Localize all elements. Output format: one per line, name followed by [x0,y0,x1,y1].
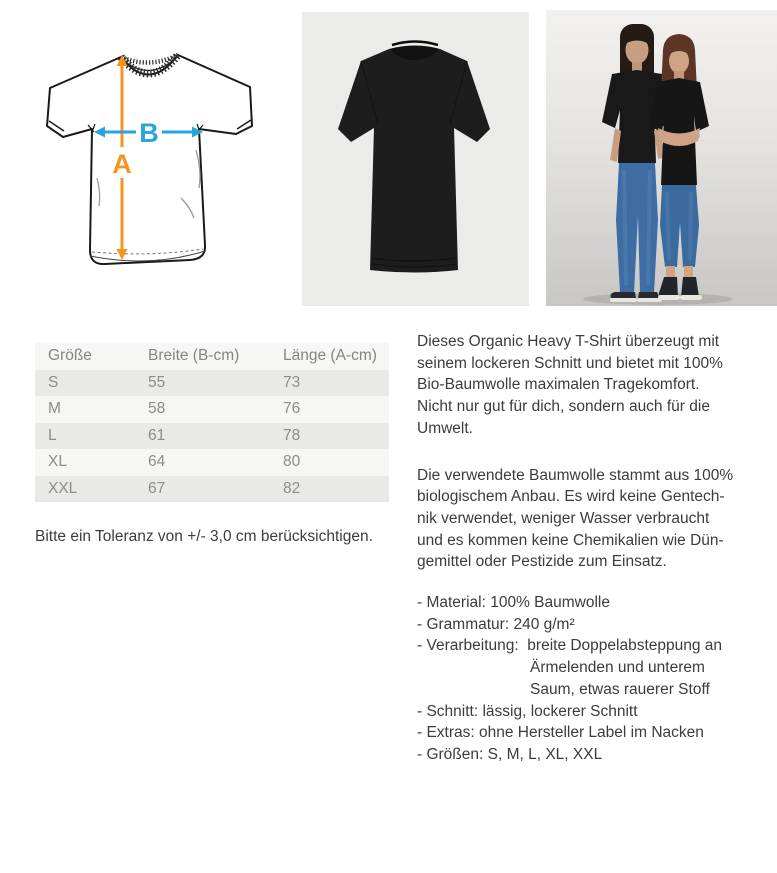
product-photo-models [546,10,777,306]
text-line: gemittel oder Pestizide zum Einsatz. [417,553,667,571]
table-row [35,370,389,397]
models-illustration [546,10,777,306]
text-line: Umwelt. [417,419,473,437]
text-line: nik verwendet, weniger Wasser verbraucht [417,509,710,527]
table-row [35,396,389,423]
tolerance-note: Bitte ein Toleranz von +/- 3,0 cm berücksichtigen. [35,528,373,545]
table-header-row [35,343,389,370]
cell-length: 80 [283,453,301,471]
spec-line: - Material: 100% Baumwolle [417,594,610,612]
description-paragraph-1 [417,331,777,440]
cell-width: 67 [148,479,166,497]
col-header-length: Länge (A-cm) [283,347,377,365]
cell-length: 78 [283,426,301,444]
col-header-size: Größe [48,347,92,365]
size-measurement-diagram [40,45,260,275]
cell-width: 58 [148,400,166,418]
text-line: seinem lockeren Schnitt und bietet mit 100% [417,354,723,372]
cell-size: XXL [48,479,78,497]
col-header-width: Breite (B-cm) [148,347,240,365]
spec-line: Saum, etwas rauerer Stoff [530,680,710,698]
tshirt-outline-drawing [47,55,252,264]
text-line: Bio-Baumwolle maximalen Tragekomfort. [417,376,700,394]
spec-line: - Schnitt: lässig, lockerer Schnitt [417,702,638,720]
cell-size: M [48,400,61,418]
cell-size: S [48,373,59,391]
table-row [35,449,389,476]
spec-line: - Größen: S, M, L, XL, XXL [417,745,603,763]
spec-line: - Grammatur: 240 g/m² [417,615,575,633]
text-line: biologischem Anbau. Es wird keine Gentech- [417,488,725,506]
model-male [602,24,672,302]
text-line: Nicht nur gut für dich, sondern auch für die [417,398,710,416]
text-line: und es kommen keine Chemikalien wie Dün- [417,531,724,549]
label-b: B [139,118,159,148]
cell-size: XL [48,453,67,471]
table-body [35,370,389,503]
cell-size: L [48,426,57,444]
table-row [35,476,389,503]
description-paragraph-2 [417,465,777,574]
spec-list [417,592,777,766]
size-table [35,343,389,502]
cell-width: 61 [148,426,166,444]
table-row [35,423,389,450]
spec-line: - Verarbeitung: breite Doppelabsteppung an [417,637,723,655]
label-a: A [112,149,132,179]
cell-length: 73 [283,373,301,391]
text-line: Dieses Organic Heavy T-Shirt überzeugt mit [417,333,720,350]
text-line: Die verwendete Baumwolle stammt aus 100% [417,466,734,484]
spec-line: Ärmelenden und unterem [530,659,705,677]
spec-line: - Extras: ohne Hersteller Label im Nacken [417,724,704,742]
cell-length: 76 [283,400,301,418]
cell-width: 55 [148,373,166,391]
cell-width: 64 [148,453,166,471]
cell-length: 82 [283,479,301,497]
product-description [417,331,777,766]
product-photo-flat [302,12,529,306]
black-tshirt-silhouette [302,12,529,306]
